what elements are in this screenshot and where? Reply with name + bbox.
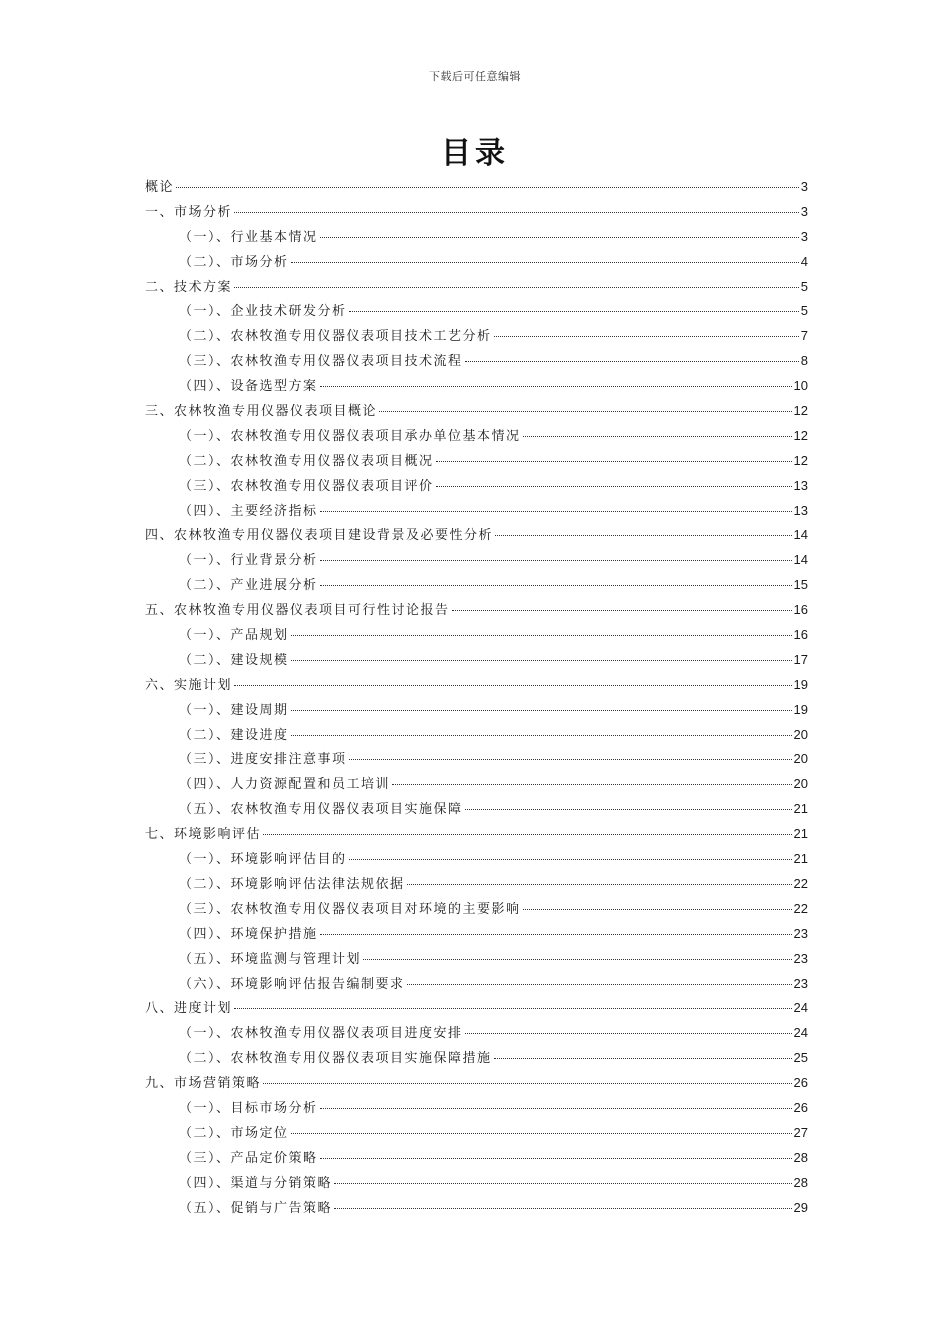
toc-entry[interactable] [145,449,808,474]
toc-page-number: 23 [793,975,808,991]
toc-page-number: 13 [793,502,808,518]
toc-entry[interactable] [145,225,808,250]
toc-entry-text: （二）、市场分析 [179,254,289,270]
toc-page-number: 25 [793,1050,808,1066]
toc-entry-text: 三、农林牧渔专用仪器仪表项目概论 [145,404,378,420]
toc-entry[interactable] [145,723,808,748]
toc-dot-leader [363,959,792,960]
toc-page-number: 20 [793,751,808,767]
toc-page-number: 5 [800,303,808,319]
toc-entry[interactable] [145,822,808,847]
toc-dot-leader [176,187,799,188]
toc-entry-text: （一）、行业基本情况 [179,229,318,245]
toc-page-number: 21 [793,826,808,842]
toc-entry-text: 六、实施计划 [145,677,233,693]
toc-entry[interactable] [145,175,808,200]
toc-page-number: 3 [800,179,808,194]
toc-entry-text: （四）、主要经济指标 [179,503,318,519]
toc-page-number: 20 [793,726,808,742]
toc-dot-leader [494,336,799,337]
toc-entry[interactable] [145,897,808,922]
toc-page-number: 19 [793,701,808,717]
toc-dot-leader [523,436,792,437]
toc-page-number: 10 [793,378,808,394]
toc-page-number: 20 [793,776,808,792]
toc-entry[interactable] [145,797,808,822]
toc-page-number: 8 [800,353,808,369]
toc-entry[interactable] [145,399,808,424]
toc-entry-text: 二、技术方案 [145,279,233,295]
toc-entry-text: 概论 [145,180,175,195]
toc-page-number: 24 [793,1000,808,1016]
toc-page-number: 13 [793,477,808,493]
toc-entry[interactable] [145,1021,808,1046]
toc-dot-leader [291,660,792,661]
toc-dot-leader [291,262,799,263]
toc-page-number: 19 [793,676,808,692]
toc-page-number: 21 [793,801,808,817]
toc-entry-text: （四）、人力资源配置和员工培训 [179,777,391,793]
toc-dot-leader [263,1083,792,1084]
toc-page-number: 4 [800,253,808,269]
toc-dot-leader [291,710,792,711]
toc-page-number: 3 [800,228,808,244]
toc-entry-text: 一、市场分析 [145,204,233,220]
toc-entry[interactable] [145,623,808,648]
toc-page-number: 29 [793,1199,808,1215]
toc-page-number: 12 [793,427,808,443]
toc-entry[interactable] [145,1096,808,1121]
toc-entry-text: （一）、企业技术研发分析 [179,304,347,320]
toc-page-number: 21 [793,851,808,867]
toc-dot-leader [291,1133,792,1134]
toc-dot-leader [234,212,799,213]
toc-entry-text: 九、市场营销策略 [145,1076,262,1092]
toc-entry[interactable] [145,1146,808,1171]
toc-entry-text: （五）、促销与广告策略 [179,1200,333,1216]
toc-page-number: 26 [793,1075,808,1091]
toc-entry[interactable] [145,947,808,972]
toc-entry[interactable] [145,474,808,499]
toc-dot-leader [334,1183,792,1184]
toc-entry-text: 七、环境影响评估 [145,827,262,843]
toc-entry[interactable] [145,673,808,698]
toc-dot-leader [291,735,792,736]
toc-page-number: 28 [793,1174,808,1190]
toc-entry[interactable] [145,275,808,300]
toc-entry[interactable] [145,847,808,872]
toc-dot-leader [320,1158,792,1159]
toc-entry-text: （二）、产业进展分析 [179,578,318,594]
toc-dot-leader [320,585,792,586]
toc-entry-text: （四）、渠道与分销策略 [179,1175,333,1191]
toc-entry[interactable] [145,424,808,449]
toc-entry[interactable] [145,349,808,374]
toc-page-number: 16 [793,602,808,618]
toc-dot-leader [234,1008,792,1009]
toc-page-number: 12 [793,403,808,419]
toc-entry[interactable] [145,1196,808,1221]
toc-dot-leader [379,411,792,412]
toc-entry-text: （三）、农林牧渔专用仪器仪表项目评价 [179,478,434,494]
toc-entry[interactable] [145,1121,808,1146]
toc-page-number: 14 [793,552,808,568]
toc-dot-leader [234,685,792,686]
toc-entry[interactable] [145,698,808,723]
toc-dot-leader [320,560,792,561]
toc-entry-text: （二）、环境影响评估法律法规依据 [179,876,405,892]
toc-entry[interactable] [145,548,808,573]
toc-page-number: 14 [793,527,808,543]
toc-dot-leader [320,511,792,512]
toc-entry-text: （一）、建设周期 [179,702,289,718]
toc-dot-leader [320,1108,792,1109]
toc-entry[interactable] [145,499,808,524]
toc-entry[interactable] [145,250,808,275]
toc-entry-text: （一）、农林牧渔专用仪器仪表项目进度安排 [179,1026,463,1042]
toc-dot-leader [392,784,792,785]
toc-page-number: 24 [793,1025,808,1041]
toc-entry[interactable] [145,324,808,349]
toc-dot-leader [349,759,792,760]
toc-dot-leader [465,361,799,362]
toc-page-number: 26 [793,1099,808,1115]
toc-dot-leader [465,809,792,810]
toc-dot-leader [494,1058,792,1059]
toc-entry-text: （三）、进度安排注意事项 [179,752,347,768]
toc-dot-leader [436,461,792,462]
toc-dot-leader [320,237,799,238]
toc-dot-leader [349,311,799,312]
toc-entry[interactable] [145,299,808,324]
toc-entry-text: 四、农林牧渔专用仪器仪表项目建设背景及必要性分析 [145,528,494,544]
toc-entry-text: （二）、建设进度 [179,727,289,743]
toc-entry-text: 五、农林牧渔专用仪器仪表项目可行性讨论报告 [145,603,450,619]
toc-dot-leader [334,1208,792,1209]
toc-dot-leader [320,386,792,387]
toc-entry[interactable] [145,1046,808,1071]
toc-dot-leader [465,1033,792,1034]
toc-entry[interactable] [145,1171,808,1196]
toc-entry-text: （二）、农林牧渔专用仪器仪表项目技术工艺分析 [179,329,492,345]
toc-dot-leader [495,535,792,536]
toc-entry-text: （五）、农林牧渔专用仪器仪表项目实施保障 [179,802,463,818]
toc-page-number: 22 [793,900,808,916]
toc-dot-leader [320,934,792,935]
toc-dot-leader [407,984,792,985]
toc-page-number: 5 [800,278,808,294]
toc-dot-leader [436,486,792,487]
toc-entry-text: （一）、农林牧渔专用仪器仪表项目承办单位基本情况 [179,428,521,444]
toc-entry-text: 八、进度计划 [145,1001,233,1017]
table-of-contents [145,175,808,1220]
toc-page-number: 28 [793,1149,808,1165]
toc-entry[interactable] [145,200,808,225]
toc-dot-leader [452,610,792,611]
toc-entry[interactable] [145,922,808,947]
toc-page-number: 17 [793,651,808,667]
toc-entry-text: （一）、产品规划 [179,628,289,644]
toc-dot-leader [234,287,799,288]
toc-page-number: 3 [800,203,808,219]
toc-entry[interactable] [145,648,808,673]
toc-page-number: 7 [800,328,808,344]
toc-entry-text: （三）、农林牧渔专用仪器仪表项目技术流程 [179,354,463,370]
toc-entry-text: （四）、设备选型方案 [179,379,318,395]
toc-entry[interactable] [145,972,808,997]
page-header: 下载后可任意编辑 [429,70,521,83]
toc-entry-text: （二）、建设规模 [179,652,289,668]
toc-entry-text: （二）、市场定位 [179,1125,289,1141]
toc-page-number: 12 [793,452,808,468]
toc-dot-leader [349,859,792,860]
toc-page-number: 22 [793,875,808,891]
toc-entry-text: （一）、环境影响评估目的 [179,852,347,868]
toc-entry[interactable] [145,374,808,399]
toc-page-number: 15 [793,577,808,593]
toc-entry[interactable] [145,996,808,1021]
toc-dot-leader [523,909,792,910]
toc-page-number: 23 [793,950,808,966]
toc-entry-text: （二）、农林牧渔专用仪器仪表项目概况 [179,453,434,469]
toc-dot-leader [263,834,792,835]
toc-entry[interactable] [145,747,808,772]
toc-entry[interactable] [145,573,808,598]
toc-entry[interactable] [145,1071,808,1096]
toc-entry[interactable] [145,772,808,797]
toc-dot-leader [407,884,792,885]
toc-entry-text: （六）、环境影响评估报告编制要求 [179,976,405,992]
toc-entry-text: （二）、农林牧渔专用仪器仪表项目实施保障措施 [179,1051,492,1067]
toc-entry-text: （三）、产品定价策略 [179,1150,318,1166]
toc-entry[interactable] [145,872,808,897]
toc-dot-leader [291,635,792,636]
toc-page-number: 16 [793,627,808,643]
toc-entry-text: （四）、环境保护措施 [179,926,318,942]
toc-entry-text: （一）、行业背景分析 [179,553,318,569]
toc-entry[interactable] [145,598,808,623]
toc-entry-text: （五）、环境监测与管理计划 [179,951,362,967]
toc-entry-text: （一）、目标市场分析 [179,1100,318,1116]
toc-entry[interactable] [145,523,808,548]
toc-title: 目录 [441,136,509,171]
toc-entry-text: （三）、农林牧渔专用仪器仪表项目对环境的主要影响 [179,901,521,917]
toc-page-number: 23 [793,925,808,941]
toc-page-number: 27 [793,1124,808,1140]
